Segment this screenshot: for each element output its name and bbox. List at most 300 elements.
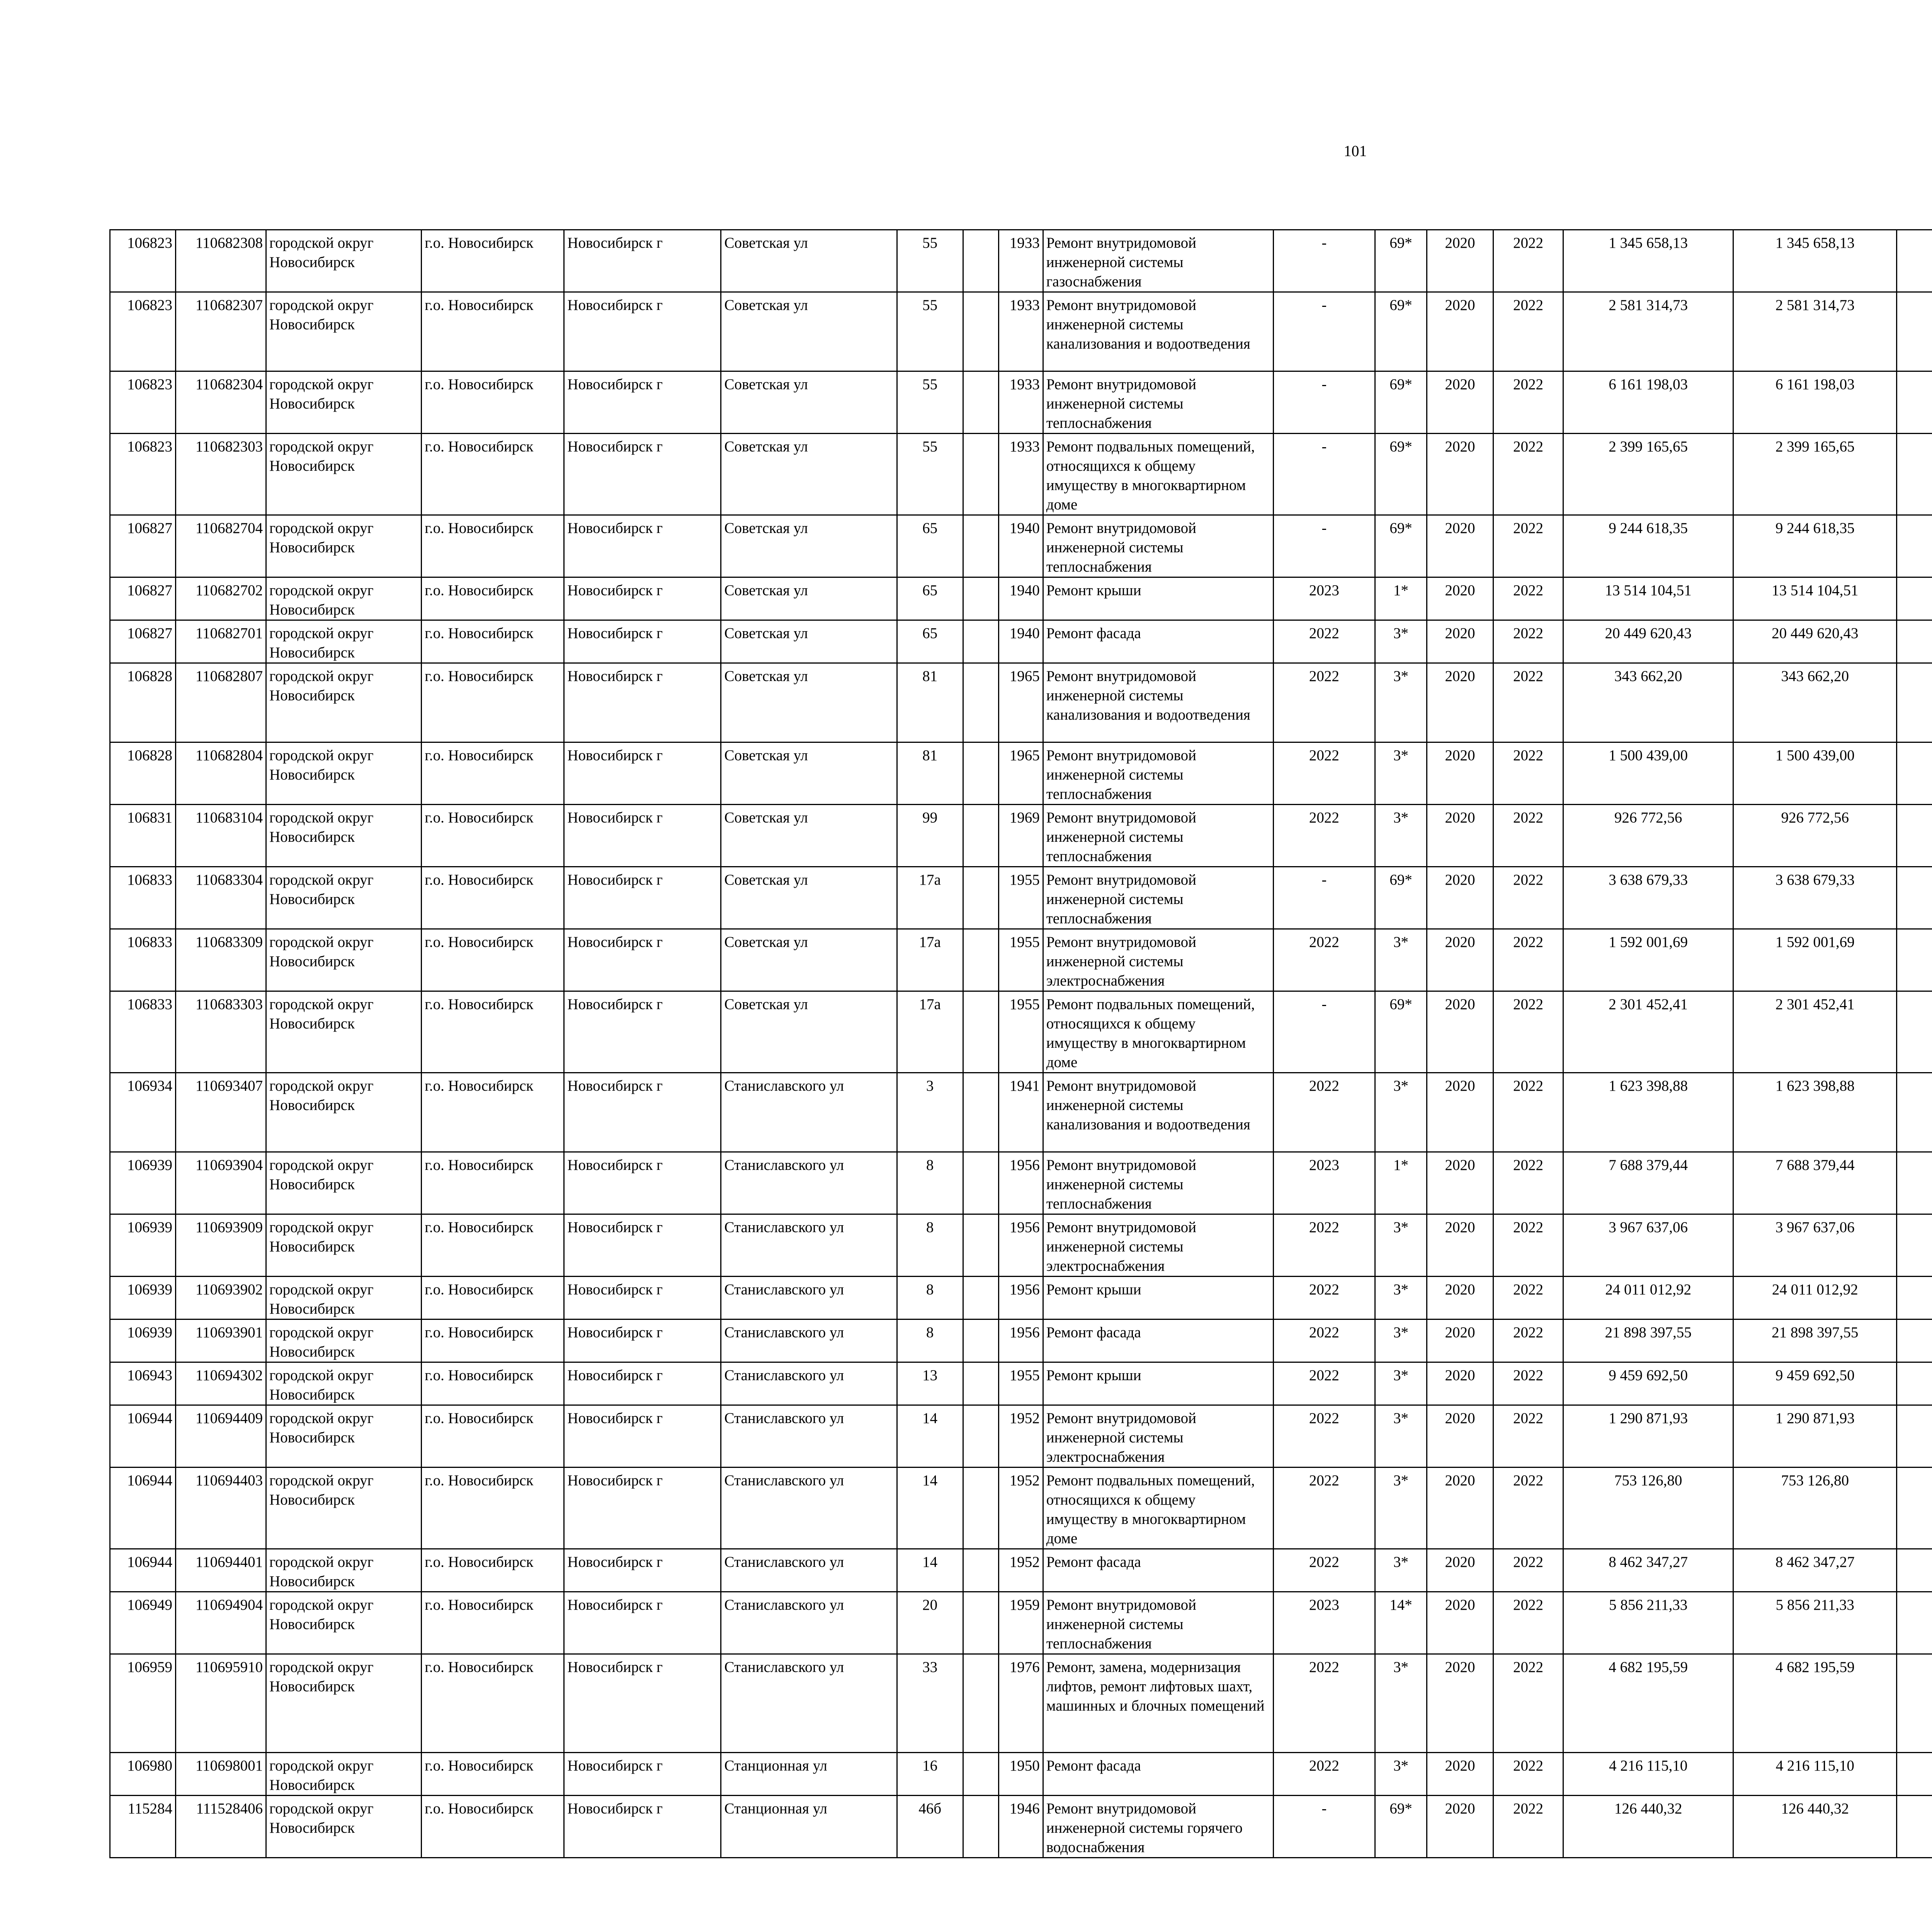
- cost-cell: 1 290 871,93: [1563, 1405, 1733, 1468]
- start-year-cell: 2020: [1427, 742, 1493, 805]
- work-type-cell: Ремонт фасада: [1043, 620, 1273, 663]
- mark-cell: 69*: [1375, 867, 1427, 929]
- fund-1-cell: [1897, 577, 1932, 620]
- corpus-cell: [963, 867, 998, 929]
- work-type-cell: Ремонт подвальных помещений, относящихся к общему имуществу в многоквартирном доме: [1043, 1468, 1273, 1549]
- municipality-cell: г.о. Новосибирск: [422, 929, 564, 991]
- street-cell: Советская ул: [721, 515, 897, 577]
- street-cell: Станиславского ул: [721, 1152, 897, 1214]
- street-cell: Станиславского ул: [721, 1277, 897, 1319]
- house-number-cell: 16: [897, 1753, 963, 1796]
- build-year-cell: 1956: [998, 1319, 1043, 1362]
- build-year-cell: 1940: [998, 620, 1043, 663]
- object-code: 110683104: [176, 805, 266, 867]
- corpus-cell: [963, 1277, 998, 1319]
- end-year-cell: 2022: [1493, 515, 1563, 577]
- house-number-cell: 55: [897, 230, 963, 292]
- planned-year-cell: 2022: [1273, 1549, 1375, 1592]
- city-cell: Новосибирск г: [564, 1405, 721, 1468]
- cost-total-cell: 5 856 211,33: [1733, 1592, 1897, 1654]
- corpus-cell: [963, 1362, 998, 1405]
- cost-total-cell: 1 623 398,88: [1733, 1073, 1897, 1152]
- house-number-cell: 81: [897, 742, 963, 805]
- object-code: 110694403: [176, 1468, 266, 1549]
- object-code: 110682804: [176, 742, 266, 805]
- municipality-cell: г.о. Новосибирск: [422, 1796, 564, 1858]
- record-id: 106833: [110, 929, 176, 991]
- start-year-cell: 2020: [1427, 1152, 1493, 1214]
- fund-1-cell: [1897, 1468, 1932, 1549]
- work-type-cell: Ремонт крыши: [1043, 577, 1273, 620]
- fund-1-cell: [1897, 1152, 1932, 1214]
- object-code: 110682701: [176, 620, 266, 663]
- start-year-cell: 2020: [1427, 867, 1493, 929]
- street-cell: Станиславского ул: [721, 1549, 897, 1592]
- table-row: [110, 1592, 1932, 1654]
- house-number-cell: 14: [897, 1549, 963, 1592]
- cost-cell: 1 345 658,13: [1563, 230, 1733, 292]
- municipality-cell: г.о. Новосибирск: [422, 1592, 564, 1654]
- street-cell: Станиславского ул: [721, 1214, 897, 1277]
- municipality-cell: г.о. Новосибирск: [422, 1319, 564, 1362]
- city-cell: Новосибирск г: [564, 1277, 721, 1319]
- street-cell: Советская ул: [721, 577, 897, 620]
- cost-cell: 3 638 679,33: [1563, 867, 1733, 929]
- cost-cell: 7 688 379,44: [1563, 1152, 1733, 1214]
- build-year-cell: 1955: [998, 929, 1043, 991]
- object-code: 110682304: [176, 371, 266, 434]
- cost-total-cell: 2 301 452,41: [1733, 991, 1897, 1073]
- table-row: [110, 1549, 1932, 1592]
- fund-1-cell: [1897, 1654, 1932, 1753]
- build-year-cell: 1952: [998, 1549, 1043, 1592]
- table-body: [110, 230, 1932, 1858]
- city-cell: Новосибирск г: [564, 1549, 721, 1592]
- house-number-cell: 55: [897, 292, 963, 371]
- start-year-cell: 2020: [1427, 1214, 1493, 1277]
- mark-cell: 1*: [1375, 577, 1427, 620]
- work-type-cell: Ремонт подвальных помещений, относящихся к общему имуществу в многоквартирном доме: [1043, 434, 1273, 515]
- record-id: 106939: [110, 1319, 176, 1362]
- house-number-cell: 8: [897, 1277, 963, 1319]
- mark-cell: 3*: [1375, 620, 1427, 663]
- record-id: 106944: [110, 1468, 176, 1549]
- district-cell: городской округ Новосибирск: [266, 929, 422, 991]
- object-code: 110682307: [176, 292, 266, 371]
- object-code: 110698001: [176, 1753, 266, 1796]
- start-year-cell: 2020: [1427, 663, 1493, 742]
- table-row: [110, 292, 1932, 371]
- district-cell: городской округ Новосибирск: [266, 1753, 422, 1796]
- city-cell: Новосибирск г: [564, 1319, 721, 1362]
- street-cell: Советская ул: [721, 867, 897, 929]
- city-cell: Новосибирск г: [564, 620, 721, 663]
- table-row: [110, 867, 1932, 929]
- planned-year-cell: 2022: [1273, 620, 1375, 663]
- object-code: 111528406: [176, 1796, 266, 1858]
- record-id: 106823: [110, 371, 176, 434]
- record-id: 106939: [110, 1277, 176, 1319]
- fund-1-cell: [1897, 991, 1932, 1073]
- municipality-cell: г.о. Новосибирск: [422, 991, 564, 1073]
- planned-year-cell: 2023: [1273, 577, 1375, 620]
- district-cell: городской округ Новосибирск: [266, 434, 422, 515]
- cost-cell: 926 772,56: [1563, 805, 1733, 867]
- end-year-cell: 2022: [1493, 1214, 1563, 1277]
- object-code: 110683309: [176, 929, 266, 991]
- city-cell: Новосибирск г: [564, 515, 721, 577]
- cost-total-cell: 2 399 165,65: [1733, 434, 1897, 515]
- start-year-cell: 2020: [1427, 371, 1493, 434]
- build-year-cell: 1965: [998, 742, 1043, 805]
- house-number-cell: 99: [897, 805, 963, 867]
- fund-1-cell: [1897, 515, 1932, 577]
- house-number-cell: 13: [897, 1362, 963, 1405]
- district-cell: городской округ Новосибирск: [266, 1549, 422, 1592]
- city-cell: Новосибирск г: [564, 434, 721, 515]
- municipality-cell: г.о. Новосибирск: [422, 1152, 564, 1214]
- record-id: 106943: [110, 1362, 176, 1405]
- build-year-cell: 1933: [998, 371, 1043, 434]
- district-cell: городской округ Новосибирск: [266, 1654, 422, 1753]
- table-row: [110, 1468, 1932, 1549]
- street-cell: Советская ул: [721, 230, 897, 292]
- end-year-cell: 2022: [1493, 805, 1563, 867]
- mark-cell: 3*: [1375, 1073, 1427, 1152]
- end-year-cell: 2022: [1493, 1592, 1563, 1654]
- cost-total-cell: 3 967 637,06: [1733, 1214, 1897, 1277]
- fund-1-cell: [1897, 1214, 1932, 1277]
- street-cell: Советская ул: [721, 742, 897, 805]
- corpus-cell: [963, 1152, 998, 1214]
- table-row: [110, 515, 1932, 577]
- work-type-cell: Ремонт внутридомовой инженерной системы теплоснабжения: [1043, 805, 1273, 867]
- end-year-cell: 2022: [1493, 663, 1563, 742]
- end-year-cell: 2022: [1493, 1654, 1563, 1753]
- city-cell: Новосибирск г: [564, 1592, 721, 1654]
- table-row: [110, 663, 1932, 742]
- end-year-cell: 2022: [1493, 1468, 1563, 1549]
- cost-total-cell: 9 244 618,35: [1733, 515, 1897, 577]
- fund-1-cell: [1897, 371, 1932, 434]
- build-year-cell: 1940: [998, 515, 1043, 577]
- object-code: 110682702: [176, 577, 266, 620]
- build-year-cell: 1941: [998, 1073, 1043, 1152]
- corpus-cell: [963, 1592, 998, 1654]
- mark-cell: 69*: [1375, 1796, 1427, 1858]
- build-year-cell: 1955: [998, 991, 1043, 1073]
- fund-1-cell: [1897, 663, 1932, 742]
- mark-cell: 69*: [1375, 230, 1427, 292]
- municipality-cell: г.о. Новосибирск: [422, 1753, 564, 1796]
- mark-cell: 3*: [1375, 929, 1427, 991]
- cost-cell: 1 623 398,88: [1563, 1073, 1733, 1152]
- cost-total-cell: 3 638 679,33: [1733, 867, 1897, 929]
- record-id: 106827: [110, 515, 176, 577]
- corpus-cell: [963, 805, 998, 867]
- build-year-cell: 1933: [998, 292, 1043, 371]
- fund-1-cell: [1897, 1753, 1932, 1796]
- municipality-cell: г.о. Новосибирск: [422, 577, 564, 620]
- record-id: 106980: [110, 1753, 176, 1796]
- corpus-cell: [963, 1468, 998, 1549]
- cost-cell: 6 161 198,03: [1563, 371, 1733, 434]
- corpus-cell: [963, 991, 998, 1073]
- capital-repair-table: [109, 229, 1932, 1858]
- table-row: [110, 620, 1932, 663]
- end-year-cell: 2022: [1493, 620, 1563, 663]
- object-code: 110683303: [176, 991, 266, 1073]
- object-code: 110683304: [176, 867, 266, 929]
- mark-cell: 3*: [1375, 1549, 1427, 1592]
- corpus-cell: [963, 1549, 998, 1592]
- cost-total-cell: 4 682 195,59: [1733, 1654, 1897, 1753]
- end-year-cell: 2022: [1493, 230, 1563, 292]
- fund-1-cell: [1897, 620, 1932, 663]
- cost-total-cell: 1 290 871,93: [1733, 1405, 1897, 1468]
- cost-total-cell: 753 126,80: [1733, 1468, 1897, 1549]
- object-code: 110682303: [176, 434, 266, 515]
- district-cell: городской округ Новосибирск: [266, 1152, 422, 1214]
- fund-1-cell: [1897, 1277, 1932, 1319]
- start-year-cell: 2020: [1427, 292, 1493, 371]
- corpus-cell: [963, 620, 998, 663]
- house-number-cell: 46б: [897, 1796, 963, 1858]
- work-type-cell: Ремонт внутридомовой инженерной системы электроснабжения: [1043, 929, 1273, 991]
- object-code: 110682308: [176, 230, 266, 292]
- planned-year-cell: 2022: [1273, 1319, 1375, 1362]
- planned-year-cell: 2022: [1273, 1073, 1375, 1152]
- district-cell: городской округ Новосибирск: [266, 230, 422, 292]
- work-type-cell: Ремонт внутридомовой инженерной системы теплоснабжения: [1043, 742, 1273, 805]
- object-code: 110695910: [176, 1654, 266, 1753]
- corpus-cell: [963, 292, 998, 371]
- planned-year-cell: 2022: [1273, 1405, 1375, 1468]
- work-type-cell: Ремонт внутридомовой инженерной системы горячего водоснабжения: [1043, 1796, 1273, 1858]
- object-code: 110693909: [176, 1214, 266, 1277]
- table-row: [110, 1073, 1932, 1152]
- work-type-cell: Ремонт крыши: [1043, 1277, 1273, 1319]
- planned-year-cell: -: [1273, 867, 1375, 929]
- work-type-cell: Ремонт фасада: [1043, 1549, 1273, 1592]
- start-year-cell: 2020: [1427, 1362, 1493, 1405]
- end-year-cell: 2022: [1493, 577, 1563, 620]
- table-row: [110, 742, 1932, 805]
- corpus-cell: [963, 663, 998, 742]
- street-cell: Советская ул: [721, 620, 897, 663]
- corpus-cell: [963, 1214, 998, 1277]
- record-id: 106939: [110, 1152, 176, 1214]
- work-type-cell: Ремонт внутридомовой инженерной системы теплоснабжения: [1043, 371, 1273, 434]
- cost-cell: 9 244 618,35: [1563, 515, 1733, 577]
- city-cell: Новосибирск г: [564, 663, 721, 742]
- build-year-cell: 1956: [998, 1277, 1043, 1319]
- work-type-cell: Ремонт внутридомовой инженерной системы газоснабжения: [1043, 230, 1273, 292]
- district-cell: городской округ Новосибирск: [266, 991, 422, 1073]
- work-type-cell: Ремонт внутридомовой инженерной системы канализования и водоотведения: [1043, 663, 1273, 742]
- street-cell: Станционная ул: [721, 1753, 897, 1796]
- cost-total-cell: 126 440,32: [1733, 1796, 1897, 1858]
- table-row: [110, 1152, 1932, 1214]
- start-year-cell: 2020: [1427, 1319, 1493, 1362]
- mark-cell: 3*: [1375, 1753, 1427, 1796]
- start-year-cell: 2020: [1427, 1277, 1493, 1319]
- district-cell: городской округ Новосибирск: [266, 515, 422, 577]
- city-cell: Новосибирск г: [564, 1654, 721, 1753]
- start-year-cell: 2020: [1427, 1405, 1493, 1468]
- record-id: 106823: [110, 292, 176, 371]
- house-number-cell: 8: [897, 1214, 963, 1277]
- end-year-cell: 2022: [1493, 371, 1563, 434]
- record-id: 106934: [110, 1073, 176, 1152]
- record-id: 115284: [110, 1796, 176, 1858]
- planned-year-cell: 2022: [1273, 929, 1375, 991]
- build-year-cell: 1976: [998, 1654, 1043, 1753]
- object-code: 110682704: [176, 515, 266, 577]
- start-year-cell: 2020: [1427, 805, 1493, 867]
- start-year-cell: 2020: [1427, 1549, 1493, 1592]
- build-year-cell: 1950: [998, 1753, 1043, 1796]
- record-id: 106939: [110, 1214, 176, 1277]
- district-cell: городской округ Новосибирск: [266, 1592, 422, 1654]
- planned-year-cell: 2023: [1273, 1592, 1375, 1654]
- city-cell: Новосибирск г: [564, 929, 721, 991]
- mark-cell: 3*: [1375, 805, 1427, 867]
- city-cell: Новосибирск г: [564, 1152, 721, 1214]
- cost-total-cell: 1 592 001,69: [1733, 929, 1897, 991]
- record-id: 106828: [110, 742, 176, 805]
- record-id: 106827: [110, 620, 176, 663]
- cost-cell: 9 459 692,50: [1563, 1362, 1733, 1405]
- municipality-cell: г.о. Новосибирск: [422, 867, 564, 929]
- fund-1-cell: [1897, 1073, 1932, 1152]
- city-cell: Новосибирск г: [564, 742, 721, 805]
- table-row: [110, 929, 1932, 991]
- cost-total-cell: 4 216 115,10: [1733, 1753, 1897, 1796]
- cost-total-cell: 21 898 397,55: [1733, 1319, 1897, 1362]
- object-code: 110693904: [176, 1152, 266, 1214]
- cost-total-cell: 1 500 439,00: [1733, 742, 1897, 805]
- record-id: 106949: [110, 1592, 176, 1654]
- end-year-cell: 2022: [1493, 434, 1563, 515]
- district-cell: городской округ Новосибирск: [266, 867, 422, 929]
- work-type-cell: Ремонт фасада: [1043, 1319, 1273, 1362]
- district-cell: городской округ Новосибирск: [266, 371, 422, 434]
- record-id: 106823: [110, 230, 176, 292]
- work-type-cell: Ремонт фасада: [1043, 1753, 1273, 1796]
- corpus-cell: [963, 1073, 998, 1152]
- work-type-cell: Ремонт внутридомовой инженерной системы теплоснабжения: [1043, 1592, 1273, 1654]
- planned-year-cell: 2023: [1273, 1152, 1375, 1214]
- end-year-cell: 2022: [1493, 1753, 1563, 1796]
- mark-cell: 69*: [1375, 371, 1427, 434]
- build-year-cell: 1955: [998, 867, 1043, 929]
- end-year-cell: 2022: [1493, 867, 1563, 929]
- fund-1-cell: [1897, 292, 1932, 371]
- table-row: [110, 577, 1932, 620]
- object-code: 110682807: [176, 663, 266, 742]
- cost-total-cell: 6 161 198,03: [1733, 371, 1897, 434]
- corpus-cell: [963, 1319, 998, 1362]
- cost-total-cell: 20 449 620,43: [1733, 620, 1897, 663]
- object-code: 110693901: [176, 1319, 266, 1362]
- cost-total-cell: 926 772,56: [1733, 805, 1897, 867]
- table-row: [110, 1277, 1932, 1319]
- municipality-cell: г.о. Новосибирск: [422, 1214, 564, 1277]
- build-year-cell: 1955: [998, 1362, 1043, 1405]
- house-number-cell: 20: [897, 1592, 963, 1654]
- street-cell: Советская ул: [721, 434, 897, 515]
- cost-total-cell: 13 514 104,51: [1733, 577, 1897, 620]
- city-cell: Новосибирск г: [564, 1362, 721, 1405]
- build-year-cell: 1969: [998, 805, 1043, 867]
- house-number-cell: 3: [897, 1073, 963, 1152]
- record-id: 106828: [110, 663, 176, 742]
- mark-cell: 69*: [1375, 292, 1427, 371]
- street-cell: Станиславского ул: [721, 1468, 897, 1549]
- object-code: 110693407: [176, 1073, 266, 1152]
- street-cell: Советская ул: [721, 991, 897, 1073]
- district-cell: городской округ Новосибирск: [266, 1073, 422, 1152]
- record-id: 106833: [110, 867, 176, 929]
- city-cell: Новосибирск г: [564, 371, 721, 434]
- build-year-cell: 1933: [998, 434, 1043, 515]
- table-row: [110, 1362, 1932, 1405]
- cost-total-cell: 2 581 314,73: [1733, 292, 1897, 371]
- municipality-cell: г.о. Новосибирск: [422, 1549, 564, 1592]
- district-cell: городской округ Новосибирск: [266, 1214, 422, 1277]
- start-year-cell: 2020: [1427, 1073, 1493, 1152]
- mark-cell: 3*: [1375, 1468, 1427, 1549]
- cost-cell: 2 399 165,65: [1563, 434, 1733, 515]
- build-year-cell: 1956: [998, 1214, 1043, 1277]
- planned-year-cell: 2022: [1273, 1277, 1375, 1319]
- build-year-cell: 1965: [998, 663, 1043, 742]
- corpus-cell: [963, 1796, 998, 1858]
- street-cell: Станиславского ул: [721, 1073, 897, 1152]
- table-row: [110, 991, 1932, 1073]
- municipality-cell: г.о. Новосибирск: [422, 292, 564, 371]
- municipality-cell: г.о. Новосибирск: [422, 1362, 564, 1405]
- record-id: 106833: [110, 991, 176, 1073]
- district-cell: городской округ Новосибирск: [266, 620, 422, 663]
- table-row: [110, 1405, 1932, 1468]
- table-row: [110, 1654, 1932, 1753]
- mark-cell: 3*: [1375, 1214, 1427, 1277]
- end-year-cell: 2022: [1493, 1405, 1563, 1468]
- mark-cell: 69*: [1375, 434, 1427, 515]
- start-year-cell: 2020: [1427, 620, 1493, 663]
- street-cell: Станиславского ул: [721, 1592, 897, 1654]
- city-cell: Новосибирск г: [564, 577, 721, 620]
- city-cell: Новосибирск г: [564, 867, 721, 929]
- end-year-cell: 2022: [1493, 1796, 1563, 1858]
- district-cell: городской округ Новосибирск: [266, 1468, 422, 1549]
- district-cell: городской округ Новосибирск: [266, 577, 422, 620]
- table-row: [110, 371, 1932, 434]
- district-cell: городской округ Новосибирск: [266, 1277, 422, 1319]
- house-number-cell: 55: [897, 434, 963, 515]
- street-cell: Станиславского ул: [721, 1319, 897, 1362]
- municipality-cell: г.о. Новосибирск: [422, 742, 564, 805]
- municipality-cell: г.о. Новосибирск: [422, 805, 564, 867]
- start-year-cell: 2020: [1427, 929, 1493, 991]
- planned-year-cell: -: [1273, 1796, 1375, 1858]
- end-year-cell: 2022: [1493, 991, 1563, 1073]
- cost-total-cell: 1 345 658,13: [1733, 230, 1897, 292]
- table-row: [110, 1796, 1932, 1858]
- corpus-cell: [963, 230, 998, 292]
